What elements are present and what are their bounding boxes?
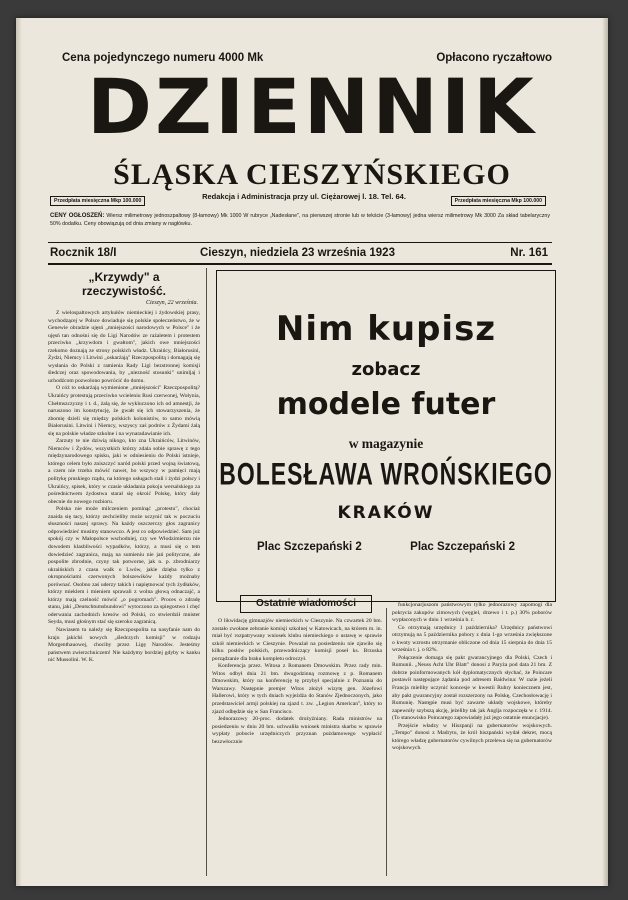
news-item: Przejście władzy w Hiszpanji na gubernatorów wojskowych. „Tempo" donosi z Madrytu, że król hiszpański wydał dekret, mocą którego władzę gubernatorów cywilnych przelewa się na gubernatorów wojskowych. — [392, 722, 552, 752]
news-column-middle — [212, 618, 382, 876]
page-edge — [16, 18, 22, 886]
issue-date: Cieszyn, niedziela 23 września 1923 — [200, 247, 395, 259]
news-item: Połączenie domaga się pakt gwarancyjnego dla Polski, Czech i Rumunii. „Neuss Acht Uhr Blatt" donosi z Paryża pod data 21 bm. Z dobrze poinformowanych kół dyplomatycznych słychać, że Poincare postawił następujące żądania pod adresem Baldwina: W razie jeżeli Francja mieliby uczynić koncesje w kwestii Ruhry koniecznem jest, aby pakt gwarancyjny został rozszerzony na Polskę, Czechosłowację i Rumunię. Następie musi być zawarte układy wojskowe, któreby zapewniły szybszą akcję, jeżeliby tak jak Anglja rozpoczęła w r. 1914. (To stanowisko Poincarego zapowiadały już jego ostatnie enuncjacje). — [392, 654, 552, 722]
ad-prices-text: Wiersz milimetrowy jednoszpaltowy (8-łamowy) Mk 1000 W rubryce „Nadesłane", na pierwszej stronie lub w tekście (3-łamowy) jedna wiersz milimetrowy Mk 3000 Za skład tabelaryczny 50% dodatku. Ceny obowiązują od dnia zmiany w nagłówku. — [50, 213, 550, 227]
article-paragraph: O cóż to oskarżają wymienione „mniejszości" Rzeczpospolitą? Ukraińcy protestują przeciwko wcieleniu Rusi czerwonej, Wołynia, Chełmszczyzny i t. d., żalą się, że wykluczono ich od amnestji, że naruszono im konstytucję, że gwałt się ich stowarzyszenia, że zbomię dzieli się między polskich kolonistów, to samo mówią Białorusini. Litwini i Niemcy, wszyscy zaś podrów z Żydami żalą się na polskie władze szkolne i na wynaradawianie ich. — [48, 385, 200, 437]
news-item: Konferencja przez. Witosa z Romanem Dmowskim. Przez rady min. Witos odbył dnia 21 bm. dwugodzinną rozmowę z p. Romanem Dmowskim, który na konferencję tę przybył specjalnie z Poznania do Warszawy. Następnie premjer Witos złożył wizytę gen. Józefowi Hallerowi, który w tych dniach wyjeżdża do Stanów Zjednoczonych, jako przedstawiciel armji polskiej na zjazd t. zw. „Legion American", który to zjazd odbędzie się w San Francisco. — [212, 663, 382, 715]
ad-line: modele futer — [276, 387, 496, 422]
ad-address-left: Plac Szczepański 2 — [256, 541, 362, 553]
article-paragraph: Zarzuty te nie dziwią nikogo, kto zna Ukraińców, Litwinów, Niemców i Żydów, wszystkich którzy zdala sobie sprawę z tego międzynarodowego spisku, jaki w odniesieniu do Polski istnieje, którego celem było zniszczyć naród polski przed wojną światową, a czem nie trzeba mówić nawet, bo wszyscy w pamięci mają politykę pruskiego rządu, na którego usługach stali i żydzi polscy i Ukraińcy, spisek, który w czasie układania pokoju wersalskiego za pośrednictwem żydostwa starał się okroić Polskę, który dały obecnie do nowego rozbioru. — [48, 438, 200, 505]
price-label: Cena pojedynczego numeru 4000 Mk — [62, 52, 264, 64]
column-divider — [206, 268, 207, 876]
ad-shop-name: BOLESŁAWA WROŃSKIEGO — [219, 456, 553, 492]
ad-addresses — [217, 541, 555, 553]
ad-address-right: Plac Szczepański 2 — [410, 541, 516, 553]
newspaper-page — [16, 18, 608, 886]
address-line: Redakcja i Administracja przy ul. Ciężarowej l. 18. Tel. 64. — [202, 192, 406, 201]
divider — [48, 263, 552, 265]
article-paragraph: Z wielospaltowych artykułów niemieckiej i żydowskiej prasy, wychodzącej w Polsce dowiaduje się polskie społeczeństwo, że w Genewie obradzie ujęsń „mniejszości narodowych w Polsce" i że ujęsń tan odnośni się do Ligi Narodów ze rażaletem i protestem przeciwko „krzywdom i gwałtom", jakich owe mniejszości rzekomo doznają ze strony polskich władz. Ukraińcy, Białorusini, Żydzi, Niemcy i Litwini „oskarżają" Rzeczpospolitą i domagają się wysłania do Polski z ramienia Rady Ligi bezstronnej komisji śledczej oraz spowodowania, by „niezność stosunki" unimljaj i uchodźcom pozwolono powrócić do domu. — [48, 310, 200, 384]
article-date: Cieszyn, 22 września. — [145, 300, 198, 306]
ad-line: Nim kupisz — [275, 309, 497, 349]
page-spine — [602, 18, 608, 886]
fur-advertisement — [216, 270, 556, 602]
divider — [48, 242, 552, 243]
subscription-box-right: Przedpłata miesięczna Mkp 100.000 — [451, 196, 546, 206]
masthead-subtitle: ŚLĄSKA CIESZYŃSKIEGO — [113, 158, 511, 191]
ad-city: KRAKÓW — [337, 503, 435, 523]
masthead-title: DZIENNIK — [87, 62, 537, 151]
article-title: „Krzywdy" a rzeczywistość. — [81, 270, 167, 298]
news-item: Jednorazowy 20-proc. dodatek drożyźniany. Rada ministrów na posiedzeniu w dniu 20 bm. uchwaliła wniosek ministra skarbu w sprawie wypłaty pobocie urzędniczych przyznan pożdamowego wypłacić bezzwłocznie — [212, 716, 382, 745]
subscription-box-left: Przedpłata miesięczna Mkp 100.000 — [50, 196, 145, 206]
ad-line: zobacz — [351, 359, 421, 380]
ad-prices-label: CENY OGŁOSZEŃ: — [50, 213, 105, 219]
news-item: O likwidację gimnazjów niemieckich w Cieszynie. Na czwartek 20 bm. zostało zwołane zebranie komisji szkolnej w Katowicach, na którem m. in. miał być rozpatrywany wniosek klubu niemieckiego o ustawę w sprawie szkół niemieckich w Cieszynie. Poważał na posiedzeniu nie zjawiło się kilku posłów polskich, przewodniczący komisji poseł ks. Brzuska porządzanie dla braku kompletu odroczył. — [212, 618, 382, 662]
ad-prices — [50, 212, 550, 228]
news-column-right — [392, 602, 552, 876]
volume-label: Rocznik 18/I — [50, 247, 117, 259]
article-paragraph: Polska nie może milczeniem pominąć „protestu", chociaż znaida się tacy, którzy zechcieliby może uczynić tak w poczuciu słuszności naszej sprawy. Na każdy oszczerczy głos zagranicy odpowiedzieć musimy stanowczo. A jest co odpowiedzieć. Sam już spokój czy w Małopolsce wschodniej, czy we Włodzimierzu nie dowodem klasbliwości wypadków, którzy, a musi się o tem dowiedzieć zagranica, mają na sumieniu nie jań polityczne, ale pospolite zbrodnie, czyny tak potworne, jak n. p. zbrodniarzy ukraińskich z czasu walk o Lwów, jakie dzięba tylko z okropnościami czerwonych bolszewików każdy możnaby porównać. Osobno zaś uderzy takich i napiętnować tych żydłaków, którzy mieklem i mieniem sprawali z wolna głową odnaczajć, a którzy mają czelność mówić „o pogromach". Proces o zdradę stanu, jaki „Deutschtumsbundowi" wytoczono za spiegostwo i chęć oderwania zachodnich kresów od Polski, co stwierdził mnister Seyda, musi głośnym stać się szeroko zagranicą. — [48, 506, 200, 626]
article-paragraph: Nawiasem tu należy się Rzeczpospolita na nasyfanie nam do kraju jakichś nowych „śledczych komisji" w rodzaju Morgenthauowej, chociby przez Ligę Narodów. Jesteśmy państwem zwierzchniczem! Nie każdymy bordziej gdyby w kanku nić Mussolini. W. K. — [48, 626, 200, 664]
paid-label: Opłacono ryczałtowo — [436, 52, 552, 64]
issue-number: Nr. 161 — [510, 247, 548, 259]
news-heading: Ostatnie wiadomości — [240, 595, 372, 613]
main-article — [48, 270, 200, 875]
ad-line: w magazynie — [348, 436, 424, 451]
news-item: funkcjonarjuszom państwowym tylko jednorazowy zapomogi dla pokrycia zakupów zimowych (węgiel, drzewo i t. p.) 30% poborów wypłaconych w dniu 1 września b. r. — [392, 602, 552, 624]
news-item: Co otrzymają urzędnicy 1 października? Urzędnicy państwowi otrzymują na 5 października pobory z dnia 1-go września zwiększone o kwoty wzrostu otrzymanie obliczone od dnia 15 sierpnia do dnia 15 września t. j. o 82%. — [392, 624, 552, 654]
column-divider — [386, 608, 387, 876]
